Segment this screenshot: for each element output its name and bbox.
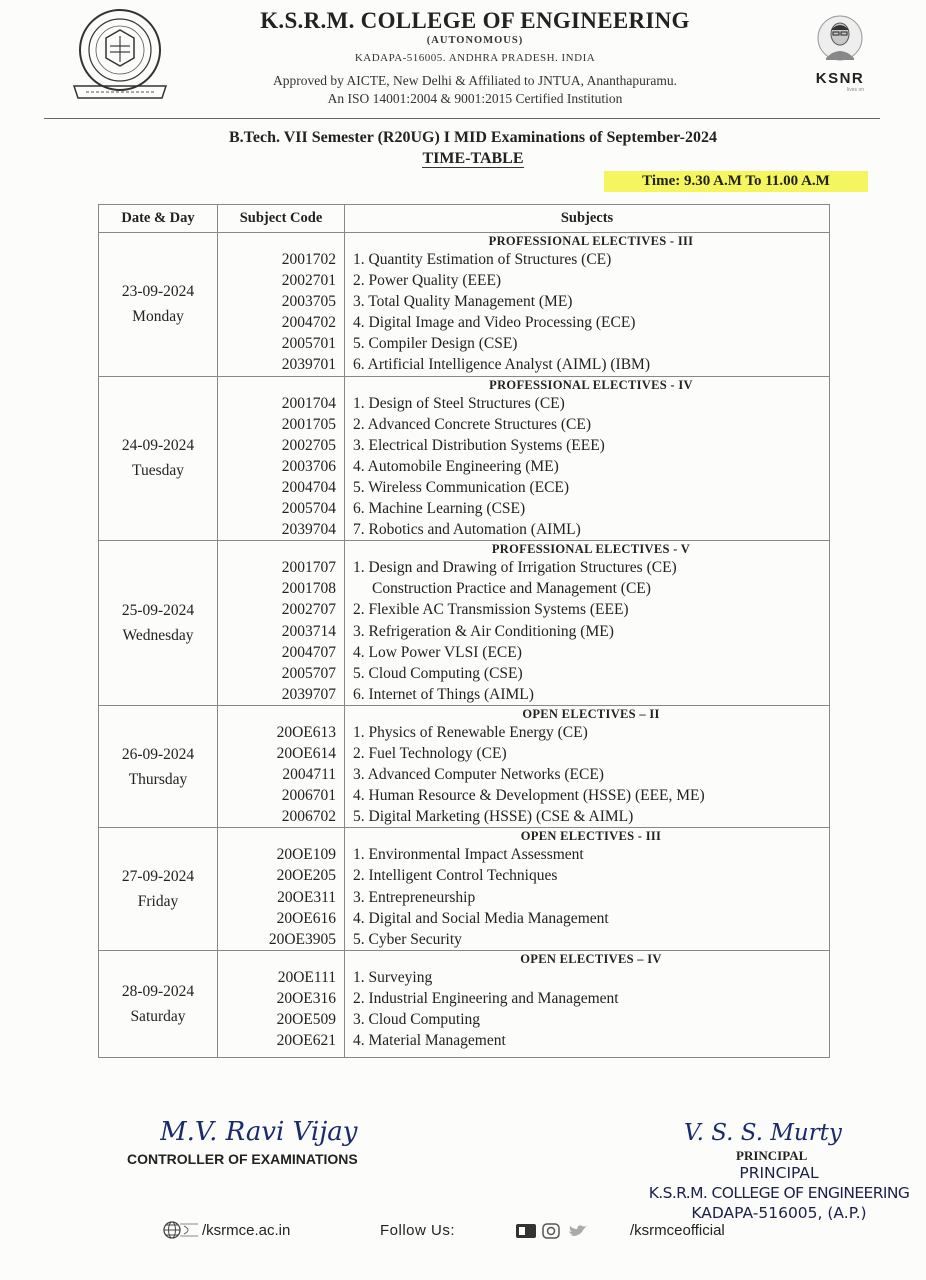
subject-code: 2001708	[281, 580, 336, 598]
subject-name: 2. Advanced Concrete Structures (CE)	[353, 415, 592, 433]
subject-code: 2001705	[281, 415, 336, 433]
subject-codes-cell	[218, 541, 345, 706]
table-row	[99, 950, 830, 1057]
header-date: Date & Day	[99, 205, 218, 233]
subject-name: 2. Flexible AC Transmission Systems (EEE)	[353, 601, 629, 619]
subject-code: 2039704	[281, 521, 336, 539]
subject-code: 2002701	[281, 272, 336, 290]
subject-name: Construction Practice and Management (CE)	[372, 580, 651, 598]
exam-date-cell	[99, 950, 218, 1057]
subject-code: 2005704	[281, 500, 336, 518]
subject-name: 5. Digital Marketing (HSSE) (CSE & AIML)	[353, 808, 634, 826]
college-logo	[66, 6, 174, 106]
subject-code: 2005701	[281, 335, 336, 353]
subject-code: 2004707	[281, 643, 336, 661]
exam-day: Tuesday	[132, 462, 184, 480]
elective-group-title: PROFESSIONAL ELECTIVES - IV	[489, 377, 693, 392]
subject-code: 2006702	[281, 808, 336, 826]
subject-name: 1. Environmental Impact Assessment	[353, 846, 584, 864]
subjects-cell	[345, 233, 830, 377]
subject-name: 5. Cloud Computing (CSE)	[353, 664, 523, 682]
subject-code: 2001704	[281, 394, 336, 412]
stamp-place: KADAPA-516005, (A.P.)	[691, 1204, 867, 1222]
exam-date: 25-09-2024	[121, 602, 195, 620]
subject-name: 4. Human Resource & Development (HSSE) (EEE, ME)	[353, 787, 705, 805]
exam-date-cell	[99, 233, 218, 377]
subject-codes-cell	[218, 950, 345, 1057]
college-name: K.S.R.M. COLLEGE OF ENGINEERING	[260, 8, 690, 33]
subject-name: 3. Advanced Computer Networks (ECE)	[353, 766, 604, 784]
subject-code: 20OE311	[277, 888, 336, 906]
subject-code: 20OE316	[276, 989, 336, 1007]
subject-code: 2001707	[281, 559, 336, 577]
subject-code: 20OE3905	[268, 930, 336, 948]
subject-name: 1. Design of Steel Structures (CE)	[353, 394, 565, 412]
autonomous-label: (AUTONOMOUS)	[426, 35, 524, 46]
exam-date: 27-09-2024	[121, 868, 195, 886]
exam-day: Saturday	[130, 1008, 186, 1025]
exam-title: B.Tech. VII Semester (R20UG) I MID Examinations of September-2024	[229, 129, 717, 146]
subject-code: 20OE509	[276, 1011, 336, 1028]
timetable-heading	[120, 150, 826, 168]
subject-name: 1. Surveying	[353, 968, 433, 986]
subject-codes-cell	[218, 705, 345, 827]
social-handle[interactable]: /ksrmceofficial	[630, 1222, 725, 1239]
subjects-cell	[345, 541, 830, 706]
exam-date: 24-09-2024	[121, 437, 195, 455]
subject-name: 5. Compiler Design (CSE)	[353, 335, 518, 353]
subject-code: 20OE109	[276, 846, 336, 864]
subject-codes-cell	[218, 828, 345, 950]
subject-name: 1. Design and Drawing of Irrigation Structures (CE)	[353, 559, 677, 577]
subjects-cell	[345, 828, 830, 950]
exam-time-badge: Time: 9.30 A.M To 11.00 A.M	[604, 171, 868, 192]
subject-code: 20OE616	[276, 909, 336, 927]
controller-label: CONTROLLER OF EXAMINATIONS	[127, 1151, 358, 1167]
controller-signature-image	[160, 1112, 410, 1152]
subject-codes-cell	[218, 376, 345, 541]
subject-name: 6. Artificial Intelligence Analyst (AIML) (IBM)	[353, 356, 651, 374]
exam-date-cell	[99, 828, 218, 950]
stamp-college: K.S.R.M. COLLEGE OF ENGINEERING	[648, 1184, 910, 1202]
principal-label: PRINCIPAL	[736, 1148, 808, 1163]
subject-name: 2. Intelligent Control Techniques	[353, 867, 558, 885]
twitter-icon[interactable]	[568, 1224, 588, 1242]
exam-date: 23-09-2024	[121, 283, 195, 301]
subject-name: 4. Digital Image and Video Processing (ECE)	[353, 314, 636, 332]
subject-name: 4. Material Management	[353, 1032, 506, 1050]
table-row	[99, 828, 830, 950]
approval-line: Approved by AICTE, New Delhi & Affiliated to JNTUA, Ananthapuramu.	[273, 73, 677, 88]
footer	[160, 1220, 800, 1244]
exam-day: Monday	[132, 308, 184, 326]
subject-codes-cell	[218, 233, 345, 377]
header-code: Subject Code	[218, 205, 345, 233]
exam-day: Wednesday	[122, 627, 194, 645]
ksnr-subtext: lives on	[847, 87, 864, 93]
subject-code: 20OE111	[277, 968, 336, 986]
table-header-row	[99, 205, 830, 233]
table-row	[99, 233, 830, 377]
header-divider	[44, 118, 880, 119]
subject-code: 20OE205	[276, 867, 336, 885]
subject-name: 3. Cloud Computing	[353, 1011, 481, 1028]
table-row	[99, 376, 830, 541]
iso-line: An ISO 14001:2004 & 9001:2015 Certified Institution	[327, 91, 623, 106]
college-address: KADAPA-516005. ANDHRA PRADESH. INDIA	[354, 52, 596, 64]
subject-code: 2001702	[281, 251, 336, 268]
exam-date: 28-09-2024	[121, 983, 195, 1000]
table-row	[99, 541, 830, 706]
exam-date: 26-09-2024	[121, 745, 195, 763]
subject-name: 4. Digital and Social Media Management	[353, 909, 609, 927]
subject-code: 2002707	[281, 601, 336, 619]
exam-date-cell	[99, 705, 218, 827]
facebook-icon[interactable]	[516, 1224, 536, 1242]
subject-code: 2006701	[281, 787, 336, 805]
header-subjects: Subjects	[345, 205, 830, 233]
subject-name: 5. Cyber Security	[353, 930, 462, 948]
svg-text:M.V. Ravi Vijay: M.V. Ravi Vijay	[160, 1117, 358, 1147]
subject-name: 1. Quantity Estimation of Structures (CE)	[353, 251, 612, 268]
subject-code: 2003706	[281, 457, 336, 475]
subject-name: 1. Physics of Renewable Energy (CE)	[353, 723, 588, 741]
table-row	[99, 705, 830, 827]
subject-name: 6. Machine Learning (CSE)	[353, 500, 526, 518]
stamp-title: PRINCIPAL	[739, 1164, 819, 1182]
subject-name: 3. Entrepreneurship	[353, 888, 476, 906]
subject-code: 2005707	[281, 664, 336, 682]
timetable	[98, 204, 830, 1058]
subject-name: 2. Power Quality (EEE)	[353, 272, 502, 290]
subject-name: 3. Total Quality Management (ME)	[353, 293, 573, 311]
ksnr-text: KSNR	[815, 70, 865, 87]
website-link[interactable]: /ksrmce.ac.in	[202, 1222, 291, 1239]
elective-group-title: OPEN ELECTIVES – IV	[520, 951, 662, 966]
exam-date-cell	[99, 541, 218, 706]
subject-name: 4. Automobile Engineering (ME)	[353, 457, 559, 475]
principal-stamp	[640, 1163, 918, 1223]
exam-day: Friday	[137, 893, 179, 911]
subject-name: 2. Fuel Technology (CE)	[353, 744, 507, 762]
instagram-icon[interactable]	[542, 1223, 560, 1243]
subject-name: 2. Industrial Engineering and Management	[353, 989, 619, 1007]
subjects-cell	[345, 705, 830, 827]
subjects-cell	[345, 376, 830, 541]
subject-code: 20OE613	[276, 723, 336, 741]
subject-code: 2003714	[281, 622, 336, 640]
subject-code: 2004702	[281, 314, 336, 332]
subject-code: 2003705	[281, 293, 336, 311]
subject-code: 2004711	[282, 766, 336, 784]
subject-code: 2039701	[281, 356, 336, 374]
globe-icon	[160, 1220, 200, 1244]
subject-code: 2002705	[281, 436, 336, 454]
timetable-heading-text: TIME-TABLE	[422, 150, 524, 167]
subjects-cell	[345, 950, 830, 1057]
elective-group-title: PROFESSIONAL ELECTIVES - V	[491, 542, 691, 557]
subject-name: 3. Electrical Distribution Systems (EEE)	[353, 436, 605, 454]
founder-portrait-icon	[816, 14, 864, 68]
exam-day: Thursday	[128, 770, 188, 788]
subject-name: 5. Wireless Communication (ECE)	[353, 478, 570, 496]
subject-name: 7. Robotics and Automation (AIML)	[353, 521, 581, 539]
subject-code: 2004704	[281, 478, 336, 496]
subject-name: 3. Refrigeration & Air Conditioning (ME)	[353, 622, 614, 640]
subject-name: 4. Low Power VLSI (ECE)	[353, 643, 522, 661]
subject-code: 2039707	[281, 685, 336, 703]
elective-group-title: PROFESSIONAL ELECTIVES - III	[488, 234, 694, 248]
exam-date-cell	[99, 376, 218, 541]
principal-signature-image	[684, 1114, 874, 1148]
follow-label: Follow Us:	[380, 1222, 456, 1239]
subject-code: 20OE614	[276, 744, 336, 762]
subject-name: 6. Internet of Things (AIML)	[353, 685, 534, 703]
subject-code: 20OE621	[276, 1032, 336, 1050]
elective-group-title: OPEN ELECTIVES – II	[522, 706, 660, 721]
ksnr-logo	[804, 14, 876, 106]
elective-group-title: OPEN ELECTIVES - III	[520, 829, 662, 844]
svg-text:V. S. S. Murty: V. S. S. Murty	[684, 1120, 842, 1146]
